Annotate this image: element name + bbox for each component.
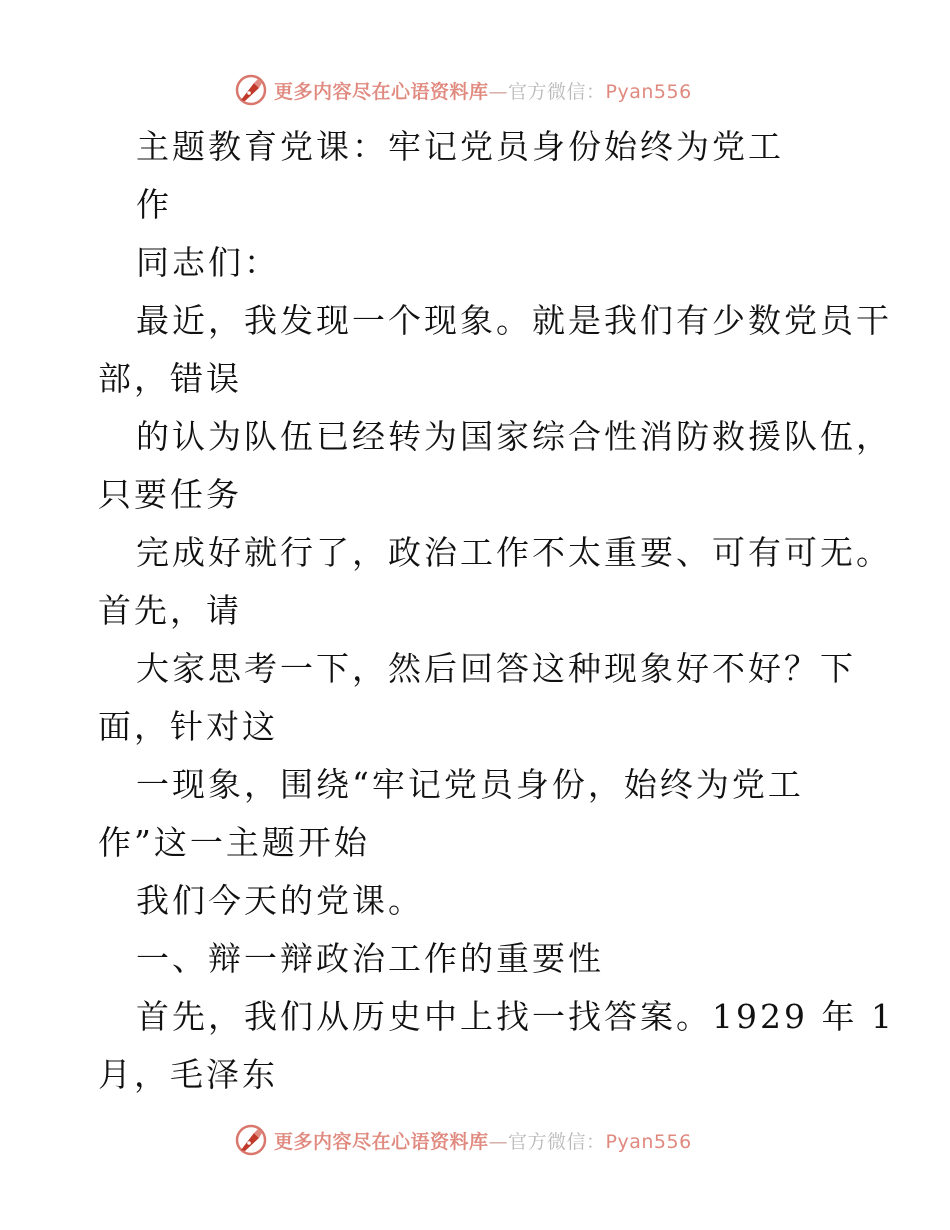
watermark-brand: 更多内容尽在心语资料库	[274, 80, 489, 103]
body-line: 大家思考一下，然后回答这种现象好不好？下	[136, 649, 856, 688]
body-line: 一现象，围绕“牢记党员身份，始终为党工	[136, 765, 804, 804]
watermark-dash: —	[488, 80, 509, 103]
watermark-dash: —	[488, 1130, 509, 1153]
pen-nib-logo-icon	[234, 73, 268, 107]
body-line: 首先，我们从历史中上找一找答案。1929 年 1	[136, 997, 895, 1036]
document-title-line-2: 作	[136, 185, 172, 224]
footer-watermark	[234, 1122, 692, 1158]
body-line: 部，错误	[98, 359, 242, 398]
body-line: 只要任务	[98, 475, 242, 514]
salutation-line: 同志们：	[136, 243, 280, 282]
pen-nib-logo-icon	[234, 1123, 268, 1157]
body-line: 最近，我发现一个现象。就是我们有少数党员干	[136, 301, 892, 340]
watermark-text	[274, 1127, 692, 1154]
watermark-official-label: 官方微信：	[508, 80, 606, 103]
body-line: 完成好就行了，政治工作不太重要、可有可无。	[136, 533, 892, 572]
watermark-brand: 更多内容尽在心语资料库	[274, 1130, 489, 1153]
body-line: 作”这一主题开始	[98, 823, 370, 862]
watermark-wechat-id: Pyan556	[605, 80, 692, 103]
section-heading: 一、辩一辩政治工作的重要性	[136, 939, 604, 978]
body-line: 面，针对这	[98, 707, 278, 746]
document-title-line-1: 主题教育党课：牢记党员身份始终为党工	[136, 127, 784, 166]
body-line: 月，毛泽东	[98, 1055, 278, 1094]
body-line: 首先，请	[98, 591, 242, 630]
body-line: 的认为队伍已经转为国家综合性消防救援队伍，	[136, 417, 892, 456]
watermark-official-label: 官方微信：	[508, 1130, 606, 1153]
watermark-wechat-id: Pyan556	[605, 1130, 692, 1153]
header-watermark	[234, 72, 692, 108]
body-line: 我们今天的党课。	[136, 881, 424, 920]
watermark-text	[274, 77, 692, 104]
